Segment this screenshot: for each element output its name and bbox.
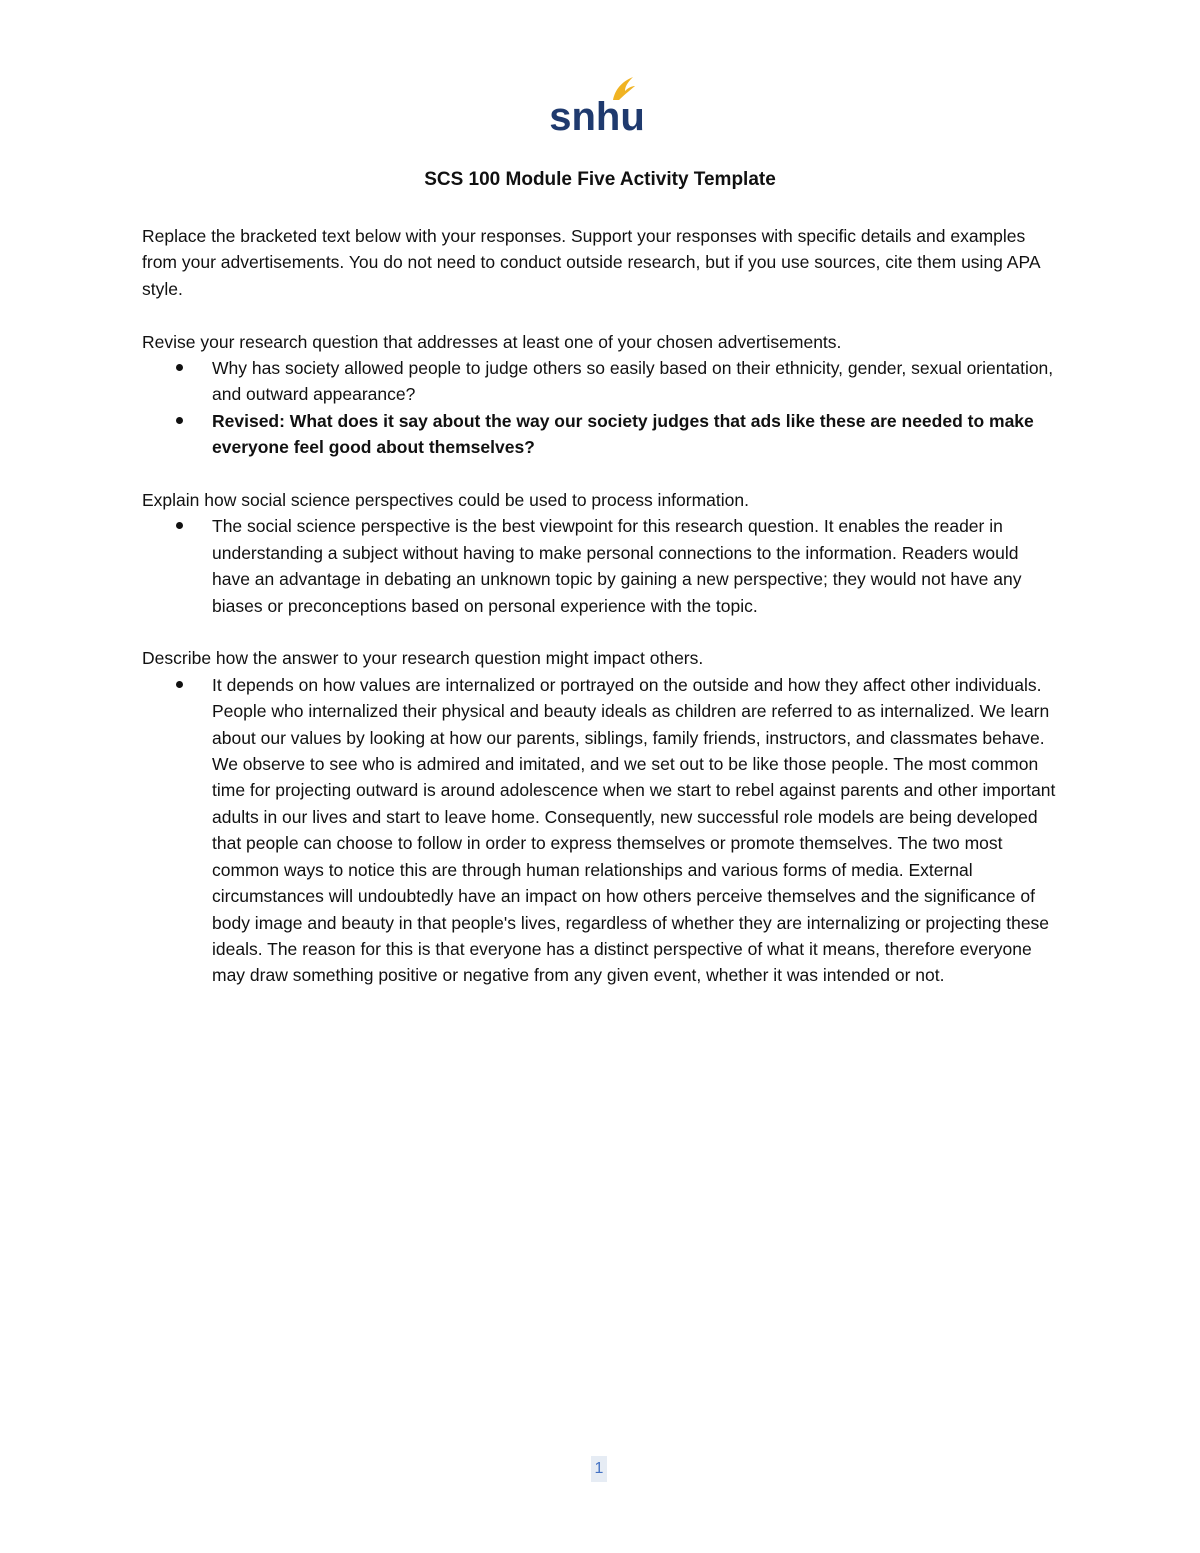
section-3-prompt: Describe how the answer to your research question might impact others. bbox=[142, 648, 704, 669]
page-title: SCS 100 Module Five Activity Template bbox=[424, 169, 776, 190]
flame-icon bbox=[549, 74, 645, 139]
list-item: It depends on how values are internalized or portrayed on the outside and how they affect other individuals. People who internalized their physical and beauty ideals as children are referred to as internalized. We learn about our values by looking at how our parents, siblings, family friends, instructors, and classmates behave. We observe to see who is admired and imitated, and we set out to be like those people. The most common time for projecting outward is around adolescence when we start to rebel against parents and other important adults in our lives and start to leave home. Consequently, new successful role models are being developed that people can choose to follow in order to express themselves or promote themselves. The two most common ways to notice this are through human relationships and various forms of media. External circumstances will undoubtedly have an impact on how others perceive themselves and the significance of body image and beauty in that people's lives, regardless of whether they are internalizing or projecting these ideals. The reason for this is that everyone has a distinct perspective of what it means, therefore everyone may draw something positive or negative from any given event, whether it was intended or not. bbox=[142, 672, 1060, 989]
bullet-icon bbox=[176, 364, 183, 371]
intro-paragraph: Replace the bracketed text below with your responses. Support your responses with specific details and examples from your advertisements. You do not need to conduct outside research, but if you use sources, cite them using APA style. bbox=[142, 226, 1040, 299]
snhu-logo bbox=[549, 74, 645, 139]
bullet-icon bbox=[176, 681, 183, 688]
section-2-prompt: Explain how social science perspectives could be used to process information. bbox=[142, 490, 749, 511]
logo-wordmark: snhu bbox=[549, 95, 645, 139]
bullet-icon bbox=[176, 522, 183, 529]
section-2-list bbox=[142, 513, 1060, 619]
section-1-list bbox=[142, 355, 1060, 461]
list-item: Why has society allowed people to judge others so easily based on their ethnicity, gender, sexual orientation, and outward appearance? bbox=[142, 355, 1060, 408]
list-item: The social science perspective is the best viewpoint for this research question. It enables the reader in understanding a subject without having to make personal connections to the information. Readers would have an advantage in debating an unknown topic by gaining a new perspective; they would not have any biases or preconceptions based on personal experience with the topic. bbox=[142, 513, 1060, 619]
section-1-prompt: Revise your research question that addresses at least one of your chosen advertisements. bbox=[142, 331, 842, 352]
bullet-icon bbox=[176, 417, 183, 424]
document-body bbox=[142, 223, 1060, 989]
page-number: 1 bbox=[591, 1456, 607, 1482]
list-item: Revised: What does it say about the way our society judges that ads like these are needed to make everyone feel good about themselves? bbox=[142, 408, 1060, 461]
section-3-list bbox=[142, 672, 1060, 989]
